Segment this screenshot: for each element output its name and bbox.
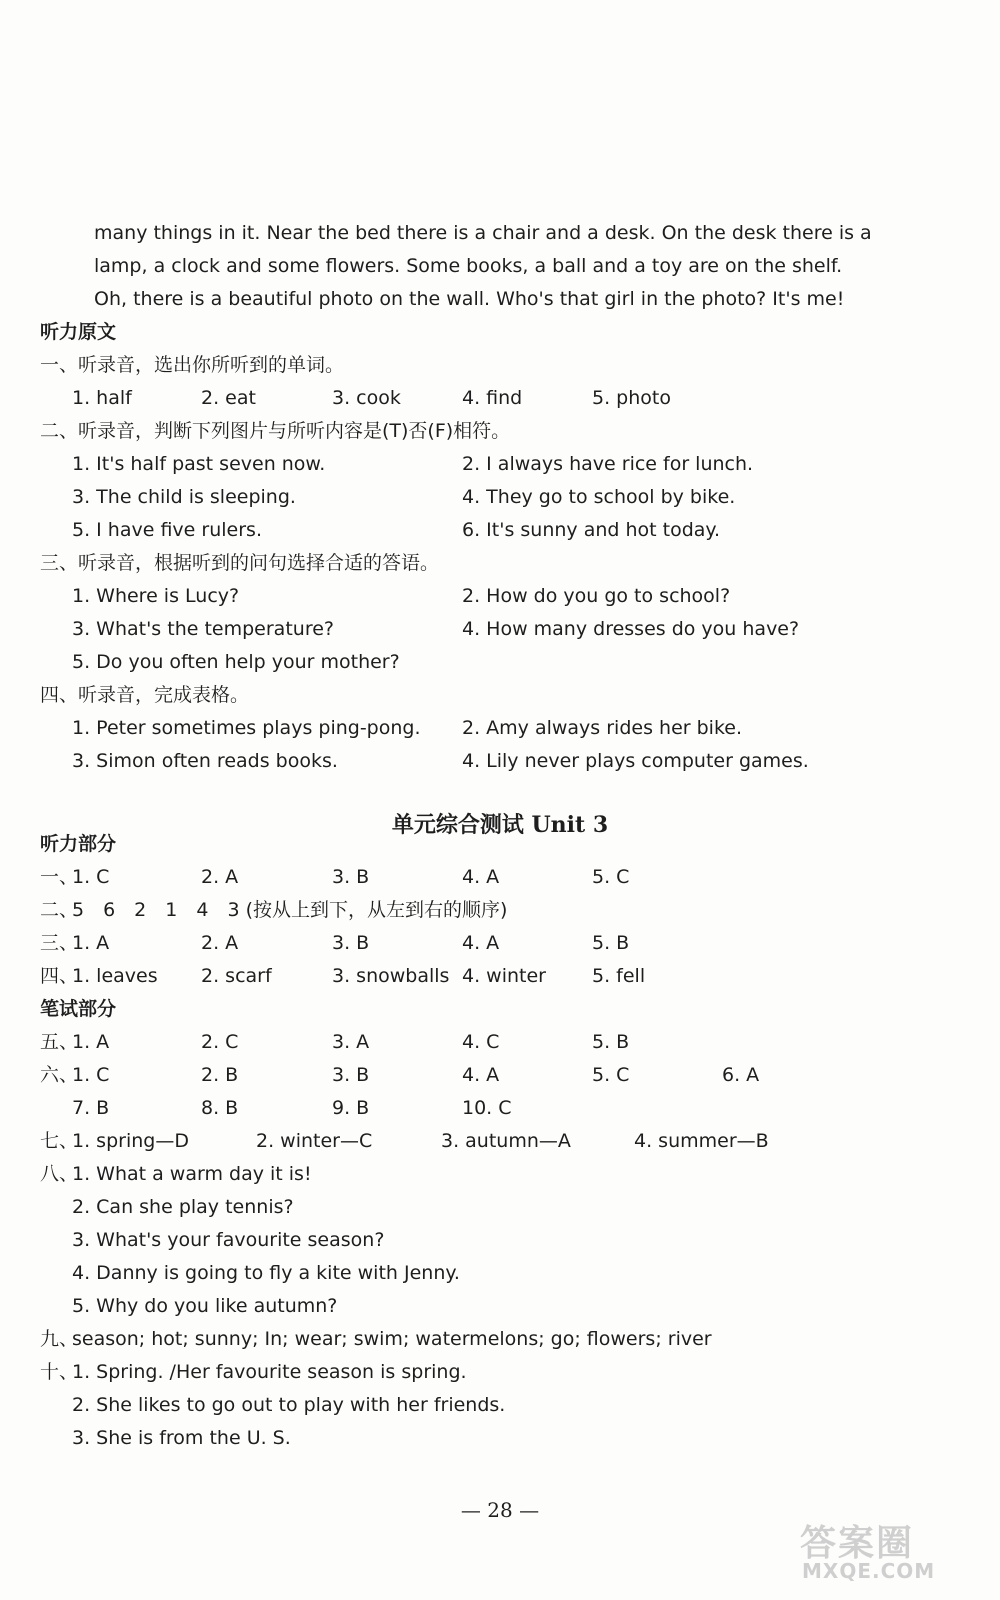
row-label: 五、 [40, 1031, 79, 1053]
answer: 2. B [201, 1064, 239, 1086]
answer: 1. What a warm day it is! [72, 1163, 312, 1185]
unit-title: 单元综合测试 Unit 3 [391, 812, 609, 838]
list-item: 2. I always have rice for lunch. [462, 453, 754, 475]
list-item: 1. Peter sometimes plays ping-pong. [72, 717, 421, 739]
paragraph-line-3: Oh, there is a beautiful photo on the wall. Who's that girl in the photo? It's me! [94, 288, 845, 310]
answer-row-5 [0, 1026, 1000, 1059]
answer: 4. A [462, 932, 500, 954]
answer: 3. B [332, 932, 370, 954]
answer: 3. autumn—A [441, 1130, 571, 1152]
row-label: 四、 [40, 965, 79, 987]
answer: 4. A [462, 866, 500, 888]
answer-row-1 [0, 861, 1000, 894]
row-label: 六、 [40, 1064, 79, 1086]
answer: 3. B [332, 1064, 370, 1086]
answer-row-3 [0, 927, 1000, 960]
answer-row-10 [0, 1422, 1000, 1455]
list-item: 3. The child is sleeping. [72, 486, 296, 508]
list-item: 2. eat [201, 387, 256, 409]
row-label: 二、 [40, 899, 79, 921]
answer-row-6b [0, 1092, 1000, 1125]
paragraph-line-1: many things in it. Near the bed there is a chair and a desk. On the desk there is a [94, 222, 872, 244]
answer: 5. C [592, 866, 630, 888]
answer: 1. leaves [72, 965, 158, 987]
list-item: 1. half [72, 387, 132, 409]
part4-row [0, 745, 1000, 778]
answer: 8. B [201, 1097, 239, 1119]
answer: 4. C [462, 1031, 500, 1053]
answer: season; hot; sunny; In; wear; swim; watermelons; go; flowers; river [72, 1328, 712, 1350]
list-item: 1. It's half past seven now. [72, 453, 326, 475]
part3-row [0, 646, 1000, 679]
part4-row [0, 712, 1000, 745]
row-label: 七、 [40, 1130, 79, 1152]
answer-row-8 [0, 1224, 1000, 1257]
answer-row-2 [0, 894, 1000, 927]
answer: 6. A [722, 1064, 760, 1086]
answer: 2. A [201, 866, 239, 888]
answer: 2. winter—C [256, 1130, 373, 1152]
answer: 2. Can she play tennis? [72, 1196, 294, 1218]
answer: 5. B [592, 932, 630, 954]
answer: 2. scarf [201, 965, 272, 987]
list-item: 4. How many dresses do you have? [462, 618, 800, 640]
list-item: 3. cook [332, 387, 401, 409]
answer-row-10 [0, 1356, 1000, 1389]
answer: 5. C [592, 1064, 630, 1086]
answer: 5. fell [592, 965, 646, 987]
answer-row-10 [0, 1389, 1000, 1422]
part4-title: 四、听录音，完成表格。 [40, 684, 250, 706]
answer-row-8 [0, 1257, 1000, 1290]
answer: 3. snowballs [332, 965, 450, 987]
paragraph-line-2: lamp, a clock and some flowers. Some books, a ball and a toy are on the shelf. [94, 255, 843, 277]
answer: 7. B [72, 1097, 110, 1119]
answer: 5 6 2 1 4 3 (按从上到下，从左到右的顺序) [72, 899, 508, 921]
list-item: 5. Do you often help your mother? [72, 651, 400, 673]
list-item: 2. How do you go to school? [462, 585, 731, 607]
part1-items [0, 382, 1000, 415]
part3-row [0, 613, 1000, 646]
answer: 3. B [332, 866, 370, 888]
answer: 10. C [462, 1097, 512, 1119]
answer: 3. What's your favourite season? [72, 1229, 385, 1251]
row-label: 八、 [40, 1163, 79, 1185]
answer: 1. A [72, 932, 110, 954]
part2-row [0, 514, 1000, 547]
list-item: 2. Amy always rides her bike. [462, 717, 742, 739]
list-item: 5. photo [592, 387, 671, 409]
part3-row [0, 580, 1000, 613]
answer: 9. B [332, 1097, 370, 1119]
answer-row-4 [0, 960, 1000, 993]
answer-row-8 [0, 1191, 1000, 1224]
answer: 1. C [72, 1064, 110, 1086]
written-part-heading: 笔试部分 [40, 998, 117, 1020]
part3-title: 三、听录音，根据听到的问句选择合适的答语。 [40, 552, 440, 574]
watermark-text: 答案圈 [800, 1523, 915, 1564]
answer: 2. A [201, 932, 239, 954]
answer: 4. Danny is going to fly a kite with Jenny. [72, 1262, 460, 1284]
answer: 1. A [72, 1031, 110, 1053]
answer: 3. She is from the U. S. [72, 1427, 291, 1449]
answer-row-8 [0, 1290, 1000, 1323]
part2-row [0, 481, 1000, 514]
watermark-url: MXQE.COM [802, 1559, 936, 1583]
page-number: — 28 — [460, 1498, 540, 1522]
answer-row-7 [0, 1125, 1000, 1158]
answer: 1. spring—D [72, 1130, 189, 1152]
list-item: 4. They go to school by bike. [462, 486, 736, 508]
row-label: 十、 [40, 1361, 79, 1383]
list-item: 5. I have five rulers. [72, 519, 262, 541]
answer: 4. winter [462, 965, 546, 987]
row-label: 一、 [40, 866, 79, 888]
list-item: 4. Lily never plays computer games. [462, 750, 809, 772]
answer: 3. A [332, 1031, 370, 1053]
listening-part-heading: 听力部分 [40, 833, 117, 855]
part2-title: 二、听录音，判断下列图片与所听内容是(T)否(F)相符。 [40, 420, 511, 442]
list-item: 6. It's sunny and hot today. [462, 519, 720, 541]
answer: 4. A [462, 1064, 500, 1086]
answer-row-9 [0, 1323, 1000, 1356]
answer: 1. Spring. /Her favourite season is spring. [72, 1361, 467, 1383]
answer: 5. Why do you like autumn? [72, 1295, 338, 1317]
answer: 2. She likes to go out to play with her friends. [72, 1394, 506, 1416]
answer: 2. C [201, 1031, 239, 1053]
watermark-logo [800, 1515, 970, 1587]
answer-row-6 [0, 1059, 1000, 1092]
part1-title: 一、听录音，选出你所听到的单词。 [40, 354, 345, 376]
row-label: 三、 [40, 932, 79, 954]
list-item: 3. What's the temperature? [72, 618, 334, 640]
list-item: 3. Simon often reads books. [72, 750, 338, 772]
list-item: 1. Where is Lucy? [72, 585, 240, 607]
listening-script-heading: 听力原文 [40, 321, 117, 343]
answer: 4. summer—B [634, 1130, 769, 1152]
part2-row [0, 448, 1000, 481]
answer-row-8 [0, 1158, 1000, 1191]
answer: 1. C [72, 866, 110, 888]
list-item: 4. find [462, 387, 523, 409]
answer: 5. B [592, 1031, 630, 1053]
row-label: 九、 [40, 1328, 79, 1350]
